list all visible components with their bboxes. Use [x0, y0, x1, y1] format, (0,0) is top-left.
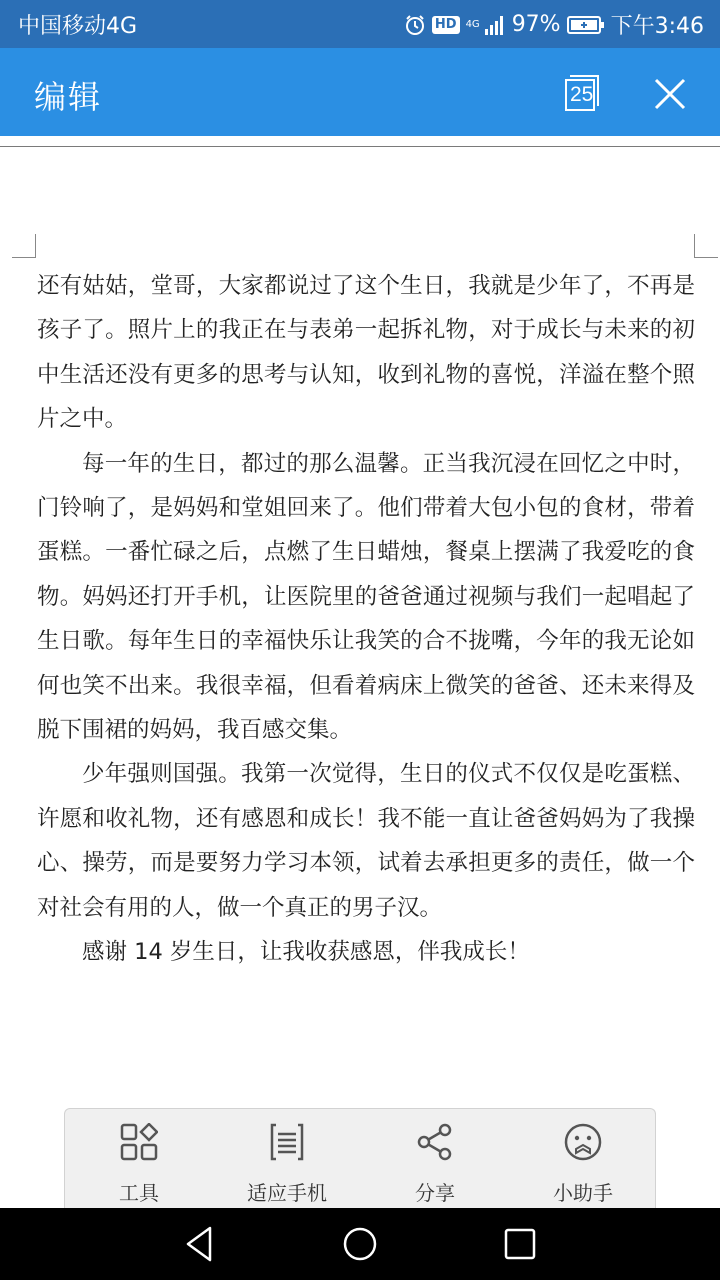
page-count: 25: [570, 83, 594, 106]
assistant-button[interactable]: [509, 1109, 657, 1209]
app-bar: [0, 48, 720, 136]
clock: 下午3:46: [610, 14, 704, 39]
page-counter-button[interactable]: [560, 70, 604, 114]
battery-icon: [567, 15, 605, 35]
tools-button[interactable]: [65, 1109, 213, 1209]
alarm-icon: [404, 14, 426, 36]
document-paragraph-3: 少年强则国强。我第一次觉得，生日的仪式不仅仅是吃蛋糕、许愿和收礼物，还有感恩和成长！我不能一直让爸爸妈妈为了我操心、操劳，而是要努力学习本领，试着去承担更多的责任，做一个对社会有用的人，做一个真正的男子汉。: [37, 761, 695, 921]
carrier-label: 中国移动4G: [18, 14, 138, 39]
close-button[interactable]: [648, 72, 692, 116]
hd-icon: HD: [432, 16, 460, 34]
status-indicators: [404, 9, 704, 40]
document-body: [37, 264, 695, 975]
network-type-label: 4G: [465, 18, 480, 30]
crop-mark-right: [694, 234, 718, 258]
document-paragraph-2: 每一年的生日，都过的那么温馨。正当我沉浸在回忆之中时，门铃响了，是妈妈和堂姐回来了。他们带着大包小包的食材，带着蛋糕。一番忙碌之后，点燃了生日蜡烛，餐桌上摆满了我爱吃的食物。妈妈还打开手机，让医院里的爸爸通过视频与我们一起唱起了生日歌。每年生日的幸福快乐让我笑的合不拢嘴，今年的我无论如何也笑不出来。我很幸福，但看着病床上微笑的爸爸、还未来得及脱下围裙的妈妈，我百感交集。: [37, 450, 695, 744]
back-icon[interactable]: [180, 1224, 220, 1264]
document-paragraph-1: 还有姑姑，堂哥，大家都说过了这个生日，我就是少年了，不再是孩子了。照片上的我正在与表弟一起拆礼物，对于成长与未来的初中生活还没有更多的思考与认知，收到礼物的喜悦，洋溢在整个照片之中。: [37, 273, 695, 433]
assistant-label: 小助手: [553, 1181, 613, 1205]
fit-phone-button[interactable]: [213, 1109, 361, 1209]
fit-phone-icon: [268, 1123, 306, 1161]
tools-grid-icon: [120, 1123, 158, 1161]
header-divider: [0, 146, 720, 147]
page-title: 编辑: [34, 78, 103, 116]
crop-mark-left: [12, 234, 36, 258]
fit-phone-label: 适应手机: [247, 1181, 327, 1205]
share-label: 分享: [415, 1181, 455, 1205]
bottom-toolbar: [64, 1108, 656, 1218]
share-icon: [416, 1123, 454, 1161]
close-icon: [648, 72, 692, 116]
assistant-face-icon: [564, 1123, 602, 1161]
share-button[interactable]: [361, 1109, 509, 1209]
battery-percent: 97%: [511, 12, 561, 37]
signal-icon: [484, 15, 506, 35]
tools-label: 工具: [119, 1181, 159, 1205]
navigation-bar: [0, 1208, 720, 1280]
recents-icon[interactable]: [500, 1224, 540, 1264]
document-paragraph-4: 感谢 14 岁生日，让我收获感恩，伴我成长！: [82, 939, 530, 966]
home-icon[interactable]: [340, 1224, 380, 1264]
status-bar: [0, 0, 720, 48]
